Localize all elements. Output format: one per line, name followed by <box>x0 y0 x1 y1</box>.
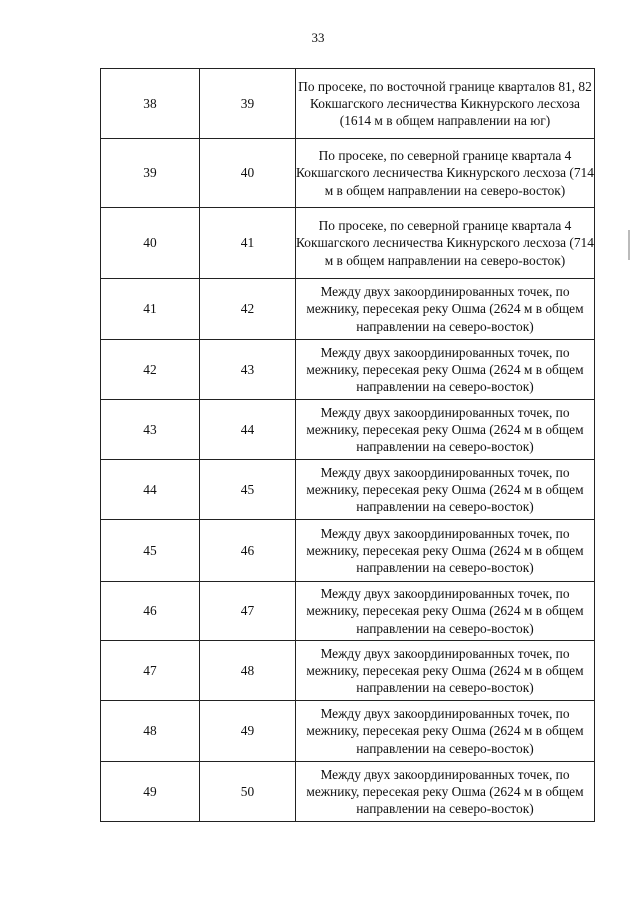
boundary-description-cell: По просеке, по северной границе квартала 4 Кокшагского лесничества Кикнурского лесхоза (714 м в общем направлении на северо-восток) <box>296 139 595 208</box>
boundary-description-cell: Между двух закоординированных точек, по межнику, пересекая реку Ошма (2624 м в общем направлении на северо-восток) <box>296 400 595 460</box>
point-from-cell: 41 <box>101 279 200 340</box>
point-from-cell: 49 <box>101 762 200 822</box>
table-row <box>101 69 595 139</box>
table-row <box>101 208 595 279</box>
point-to-cell: 50 <box>200 762 296 822</box>
point-to-cell: 43 <box>200 340 296 400</box>
point-to-cell: 44 <box>200 400 296 460</box>
boundary-description-cell: Между двух закоординированных точек, по межнику, пересекая реку Ошма (2624 м в общем направлении на северо-восток) <box>296 279 595 340</box>
point-to-cell: 49 <box>200 701 296 762</box>
boundary-description-cell: Между двух закоординированных точек, по межнику, пересекая реку Ошма (2624 м в общем направлении на северо-восток) <box>296 762 595 822</box>
table-row <box>101 460 595 520</box>
boundary-description-cell: Между двух закоординированных точек, по межнику, пересекая реку Ошма (2624 м в общем направлении на северо-восток) <box>296 701 595 762</box>
table-row <box>101 139 595 208</box>
boundary-description-cell: Между двух закоординированных точек, по межнику, пересекая реку Ошма (2624 м в общем направлении на северо-восток) <box>296 582 595 641</box>
boundary-description-cell: Между двух закоординированных точек, по межнику, пересекая реку Ошма (2624 м в общем направлении на северо-восток) <box>296 641 595 701</box>
scan-edge-mark <box>628 230 630 260</box>
point-to-cell: 41 <box>200 208 296 279</box>
boundary-description-cell: По просеке, по восточной границе кварталов 81, 82 Кокшагского лесничества Кикнурского лесхоза (1614 м в общем направлении на юг) <box>296 69 595 139</box>
boundary-description-cell: Между двух закоординированных точек, по межнику, пересекая реку Ошма (2624 м в общем направлении на северо-восток) <box>296 520 595 582</box>
point-from-cell: 38 <box>101 69 200 139</box>
table-row <box>101 400 595 460</box>
point-to-cell: 42 <box>200 279 296 340</box>
boundary-description-cell: Между двух закоординированных точек, по межнику, пересекая реку Ошма (2624 м в общем направлении на северо-восток) <box>296 340 595 400</box>
table-row <box>101 641 595 701</box>
point-from-cell: 42 <box>101 340 200 400</box>
table-row <box>101 701 595 762</box>
point-from-cell: 43 <box>101 400 200 460</box>
boundary-description-cell: Между двух закоординированных точек, по межнику, пересекая реку Ошма (2624 м в общем направлении на северо-восток) <box>296 460 595 520</box>
table-row <box>101 582 595 641</box>
table-row <box>101 520 595 582</box>
point-to-cell: 40 <box>200 139 296 208</box>
point-from-cell: 48 <box>101 701 200 762</box>
point-to-cell: 45 <box>200 460 296 520</box>
point-to-cell: 48 <box>200 641 296 701</box>
point-from-cell: 47 <box>101 641 200 701</box>
point-to-cell: 39 <box>200 69 296 139</box>
table-row <box>101 279 595 340</box>
point-from-cell: 45 <box>101 520 200 582</box>
point-to-cell: 46 <box>200 520 296 582</box>
boundary-description-cell: По просеке, по северной границе квартала 4 Кокшагского лесничества Кикнурского лесхоза (714 м в общем направлении на северо-восток) <box>296 208 595 279</box>
table-row <box>101 340 595 400</box>
table-row <box>101 762 595 822</box>
point-from-cell: 39 <box>101 139 200 208</box>
page-number: 33 <box>311 30 325 45</box>
point-from-cell: 44 <box>101 460 200 520</box>
point-to-cell: 47 <box>200 582 296 641</box>
boundary-points-table <box>100 68 595 822</box>
point-from-cell: 40 <box>101 208 200 279</box>
point-from-cell: 46 <box>101 582 200 641</box>
